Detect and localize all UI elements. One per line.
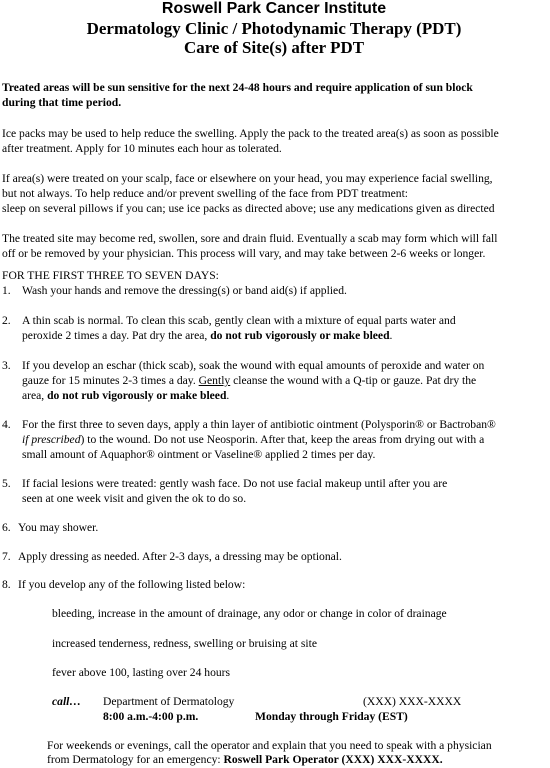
- item-5-line-1: If facial lesions were treated: gently wash face. Do not use facial makeup until after you are: [22, 477, 448, 490]
- symptom-row: [22, 665, 44, 681]
- symptom-row: [22, 636, 44, 652]
- item-number: 5.: [2, 477, 11, 490]
- institute-name: Roswell Park Cancer Institute: [161, 0, 387, 17]
- item-2-text: peroxide 2 times a day. Pat dry the area,: [22, 329, 211, 342]
- department-phone: (XXX) XXX-XXXX: [363, 695, 462, 708]
- item-4-if-prescribed: if prescribed: [22, 433, 81, 446]
- after-hours-text: from Dermatology for an emergency:: [47, 753, 224, 766]
- item-3-period: .: [226, 389, 230, 402]
- item-number: 2.: [2, 314, 11, 327]
- treated-site-line-1: The treated site may become red, swollen, sore and drain fluid. Eventually a scab may form which will fall: [2, 232, 498, 245]
- after-hours-line-1: For weekends or evenings, call the operator and explain that you need to speak with a physician: [47, 739, 492, 752]
- item-number: 3.: [2, 359, 11, 372]
- operator-phone: Roswell Park Operator (XXX) XXX-XXXX.: [223, 753, 443, 766]
- item-7-text: Apply dressing as needed. After 2-3 days, a dressing may be optional.: [18, 550, 342, 563]
- clinic-name: Dermatology Clinic / Photodynamic Therapy (PDT): [86, 19, 462, 38]
- symptom-row: [22, 606, 44, 622]
- item-number: 1.: [2, 284, 11, 297]
- item-3-warning: do not rub vigorously or make bleed: [47, 389, 227, 402]
- first-days-heading: FOR THE FIRST THREE TO SEVEN DAYS:: [2, 269, 219, 282]
- item-2-warning: do not rub vigorously or make bleed: [210, 329, 390, 342]
- sun-warning-line-2: during that time period.: [2, 96, 122, 109]
- item-3-line-2: [22, 373, 476, 389]
- item-6-text: You may shower.: [18, 521, 99, 534]
- call-label: call…: [52, 695, 81, 708]
- ice-pack-line-2: after treatment. Apply for 10 minutes each hour as tolerated.: [2, 142, 282, 155]
- checklist-blank: [22, 636, 44, 652]
- item-2-line-1: A thin scab is normal. To clean this scab, gently clean with a mixture of equal parts water and: [22, 314, 456, 327]
- department-name: Department of Dermatology: [103, 695, 235, 708]
- item-1-text: Wash your hands and remove the dressing(s) or band aid(s) if applied.: [22, 284, 347, 297]
- item-4-line-3: small amount of Aquaphor® ointment or Vaseline® applied 2 times per day.: [22, 448, 376, 461]
- item-3-area: area,: [22, 389, 48, 402]
- item-3-text: gauze for 15 minutes 2-3 times a day.: [22, 374, 199, 387]
- item-8-text: If you develop any of the following listed below:: [18, 578, 246, 591]
- swelling-line-3: sleep on several pillows if you can; use ice packs as directed above; use any medications given as directed: [2, 202, 495, 215]
- item-4-text: ) to the wound. Do not use Neosporin. After that, keep the areas from drying out with a: [80, 433, 485, 446]
- item-3-line-1: If you develop an eschar (thick scab), soak the wound with equal amounts of peroxide and water on: [22, 359, 485, 372]
- treated-site-line-2: off or be removed by your physician. This process will vary, and may take between 2-6 weeks or longer.: [2, 247, 486, 260]
- item-3-text-cont: cleanse the wound with a Q-tip or gauze. Pat dry the: [230, 374, 477, 387]
- page-title: Care of Site(s) after PDT: [184, 38, 365, 57]
- checklist-blank: [22, 606, 44, 622]
- symptom-item: bleeding, increase in the amount of drainage, any odor or change in color of drainage: [52, 607, 447, 620]
- item-3-gently: Gently: [198, 374, 231, 387]
- item-2-period: .: [389, 329, 393, 342]
- item-number: 4.: [2, 418, 11, 431]
- item-number: 6.: [2, 521, 11, 534]
- sun-warning-line-1: Treated areas will be sun sensitive for the next 24-48 hours and require application of sun block: [2, 81, 473, 94]
- item-4-line-2: [22, 432, 484, 448]
- item-number: 8.: [2, 578, 11, 591]
- clinic-hours: 8:00 a.m.-4:00 p.m.: [103, 710, 199, 723]
- swelling-line-2: but not always. To help reduce and/or prevent swelling of the face from PDT treatment:: [2, 187, 409, 200]
- symptom-item: increased tenderness, redness, swelling or bruising at site: [52, 637, 317, 650]
- item-4-line-1: For the first three to seven days, apply a thin layer of antibiotic ointment (Polysporin® or Bactroban®: [22, 418, 496, 431]
- item-2-line-2: [22, 328, 392, 344]
- item-5-line-2: seen at one week visit and given the ok to do so.: [22, 492, 247, 505]
- ice-pack-line-1: Ice packs may be used to help reduce the swelling. Apply the pack to the treated area(s) as soon as possible: [2, 127, 499, 140]
- clinic-days: Monday through Friday (EST): [255, 710, 408, 723]
- swelling-line-1: If area(s) were treated on your scalp, face or elsewhere on your head, you may experience facial swelling,: [2, 172, 493, 185]
- item-3-line-3: [22, 388, 229, 404]
- item-number: 7.: [2, 550, 11, 563]
- checklist-blank: [22, 665, 44, 681]
- after-hours-line-2: [47, 752, 443, 768]
- symptom-item: fever above 100, lasting over 24 hours: [52, 666, 231, 679]
